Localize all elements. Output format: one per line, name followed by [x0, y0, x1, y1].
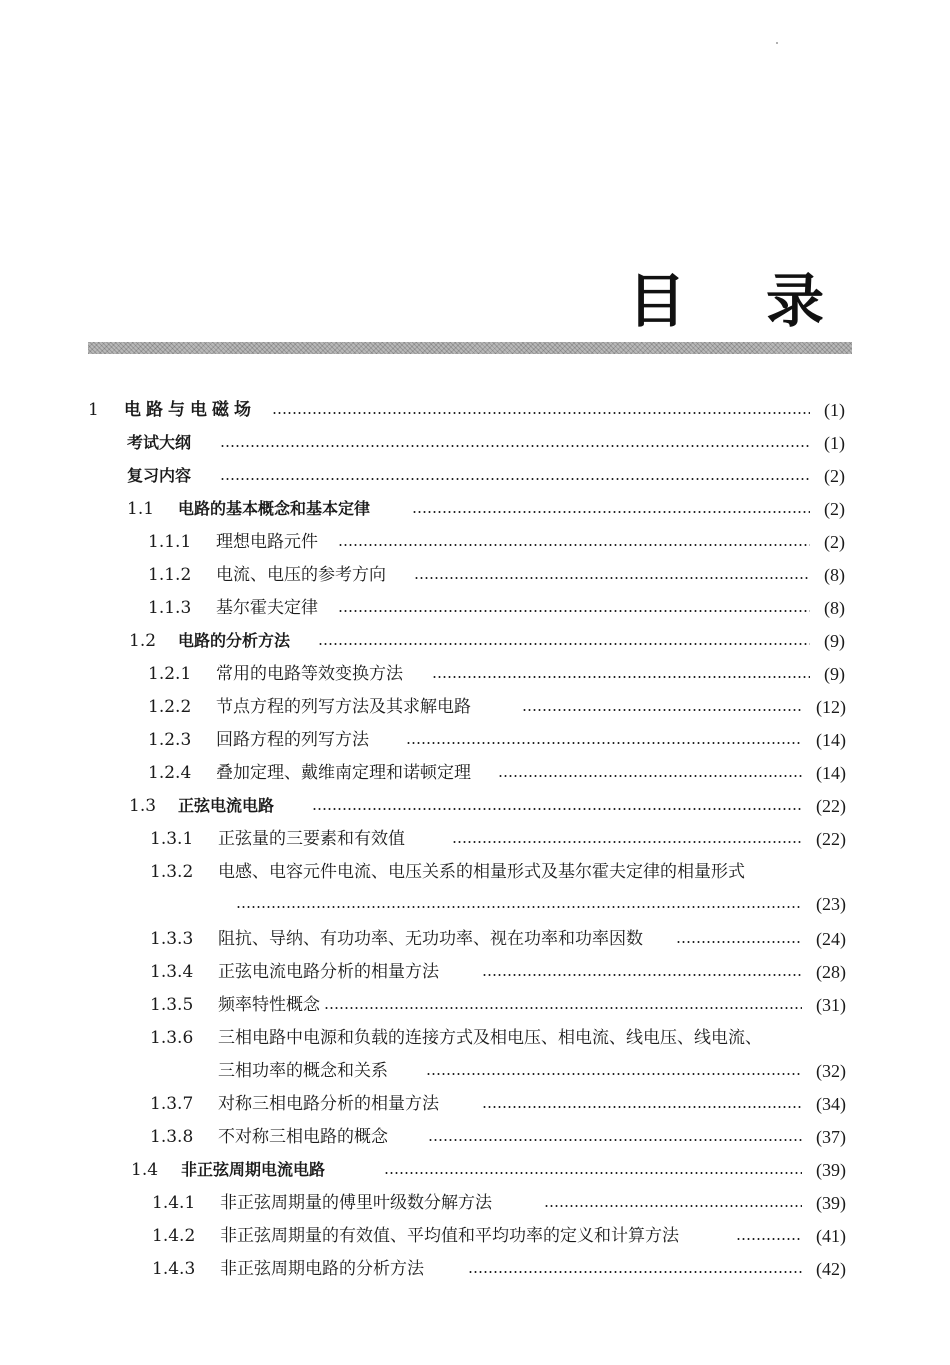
- entry-number: 1.4.2: [152, 1226, 196, 1246]
- entry-page: (23): [816, 894, 846, 914]
- dot-leader: [498, 775, 802, 777]
- entry-page: (32): [816, 1061, 846, 1081]
- entry-title: 阻抗、导纳、有功功率、无功功率、视在功率和功率因数: [218, 929, 643, 949]
- toc-entry-1-2-4[interactable]: [0, 759, 950, 787]
- entry-title: 电路与电磁场: [124, 400, 256, 420]
- toc-entry-1-1[interactable]: [0, 495, 950, 523]
- dot-leader: [428, 1139, 802, 1141]
- dot-leader: [426, 1073, 802, 1075]
- entry-title: 非正弦周期电流电路: [181, 1160, 326, 1179]
- dot-leader: [414, 577, 810, 579]
- entry-number: 1.3.8: [150, 1127, 194, 1147]
- entry-number: 1.3: [129, 796, 157, 816]
- toc-entry-1-4[interactable]: [0, 1156, 950, 1184]
- entry-page: (1): [824, 433, 845, 453]
- entry-number: 1.2.4: [148, 763, 192, 783]
- entry-number: 1.3.7: [150, 1094, 194, 1114]
- entry-title: 正弦量的三要素和有效值: [218, 829, 405, 849]
- dot-leader: [338, 544, 810, 546]
- entry-page: (31): [816, 995, 846, 1015]
- scan-speck: [776, 42, 778, 44]
- toc-entry-chapter-1[interactable]: [0, 396, 950, 424]
- toc-entry-1-3-4[interactable]: [0, 958, 950, 986]
- entry-page: (12): [816, 697, 846, 717]
- title-rule: [88, 342, 852, 354]
- dot-leader: [318, 643, 810, 645]
- toc-entry-1-3-3[interactable]: [0, 925, 950, 953]
- entry-number: 1.2.3: [148, 730, 192, 750]
- entry-title: 基尔霍夫定律: [216, 598, 318, 618]
- dot-leader: [236, 906, 802, 908]
- entry-number: 1.3.6: [150, 1028, 194, 1048]
- entry-page: (22): [816, 829, 846, 849]
- toc-entry-1-2-2[interactable]: [0, 693, 950, 721]
- dot-leader: [432, 676, 810, 678]
- entry-page: (8): [824, 565, 845, 585]
- entry-title: 非正弦周期电路的分析方法: [220, 1259, 424, 1279]
- dot-leader: [544, 1205, 802, 1207]
- entry-page: (14): [816, 730, 846, 750]
- toc-entry-1-1-1[interactable]: [0, 528, 950, 556]
- entry-number: 1.2: [129, 631, 157, 651]
- entry-page: (9): [824, 631, 845, 651]
- entry-page: (28): [816, 962, 846, 982]
- entry-page: (39): [816, 1193, 846, 1213]
- entry-page: (39): [816, 1160, 846, 1180]
- toc-entry-1-3-8[interactable]: [0, 1123, 950, 1151]
- entry-page: (14): [816, 763, 846, 783]
- entry-title: 正弦电流电路: [178, 796, 275, 815]
- entry-number: 1.4: [131, 1160, 159, 1180]
- entry-title: 节点方程的列写方法及其求解电路: [216, 697, 471, 717]
- entry-page: (24): [816, 929, 846, 949]
- toc-entry-1-2-3[interactable]: [0, 726, 950, 754]
- entry-number: 1.1.1: [148, 532, 192, 552]
- entry-title: 电路的分析方法: [178, 631, 291, 650]
- entry-page: (37): [816, 1127, 846, 1147]
- toc-entry-1-3-5[interactable]: [0, 991, 950, 1019]
- entry-title: 理想电路元件: [216, 532, 318, 552]
- toc-entry-1-3-6[interactable]: [0, 1024, 950, 1052]
- entry-number: 1.2.2: [148, 697, 192, 717]
- dot-leader: [468, 1271, 802, 1273]
- dot-leader: [338, 610, 810, 612]
- toc-entry-1-2-1[interactable]: [0, 660, 950, 688]
- entry-title: 非正弦周期量的有效值、平均值和平均功率的定义和计算方法: [220, 1226, 679, 1246]
- entry-title: 考试大纲: [127, 433, 192, 452]
- dot-leader: [220, 445, 810, 447]
- toc-entry-1-3[interactable]: [0, 792, 950, 820]
- dot-leader: [220, 478, 810, 480]
- dot-leader: [482, 974, 802, 976]
- toc-entry-1-2[interactable]: [0, 627, 950, 655]
- entry-title: 电感、电容元件电流、电压关系的相量形式及基尔霍夫定律的相量形式: [218, 862, 745, 882]
- entry-number: 1: [88, 400, 99, 420]
- dot-leader: [452, 841, 802, 843]
- entry-title: 回路方程的列写方法: [216, 730, 369, 750]
- dot-leader: [482, 1106, 802, 1108]
- entry-title: 复习内容: [127, 466, 192, 485]
- entry-page: (34): [816, 1094, 846, 1114]
- entry-page: (41): [816, 1226, 846, 1246]
- toc-entry-1-3-2[interactable]: [0, 858, 950, 886]
- entry-title: 非正弦周期量的傅里叶级数分解方法: [220, 1193, 492, 1213]
- entry-page: (22): [816, 796, 846, 816]
- entry-number: 1.1.2: [148, 565, 192, 585]
- entry-number: 1.3.4: [150, 962, 194, 982]
- entry-page: (8): [824, 598, 845, 618]
- entry-number: 1.1.3: [148, 598, 192, 618]
- dot-leader: [312, 808, 802, 810]
- toc-entry-exam-outline[interactable]: [0, 429, 950, 457]
- entry-number: 1.4.1: [152, 1193, 196, 1213]
- toc-entry-1-3-7[interactable]: [0, 1090, 950, 1118]
- entry-title-continuation: 三相功率的概念和关系: [218, 1061, 388, 1081]
- entry-page: (9): [824, 664, 845, 684]
- page-title: 目 录: [627, 267, 854, 335]
- toc-entry-1-4-1[interactable]: [0, 1189, 950, 1217]
- entry-title: 正弦电流电路分析的相量方法: [218, 962, 439, 982]
- dot-leader: [412, 511, 810, 513]
- entry-title: 频率特性概念: [218, 995, 320, 1015]
- entry-number: 1.3.1: [150, 829, 194, 849]
- entry-number: 1.3.3: [150, 929, 194, 949]
- toc-entry-review-content[interactable]: [0, 462, 950, 490]
- toc-entry-1-1-3[interactable]: [0, 594, 950, 622]
- entry-page: (1): [824, 400, 845, 420]
- entry-title: 三相电路中电源和负载的连接方式及相电压、相电流、线电压、线电流、: [218, 1028, 762, 1048]
- entry-number: 1.1: [127, 499, 155, 519]
- entry-title: 电流、电压的参考方向: [216, 565, 386, 585]
- dot-leader: [736, 1238, 802, 1240]
- dot-leader: [384, 1172, 802, 1174]
- toc-entry-1-3-1[interactable]: [0, 825, 950, 853]
- entry-number: 1.4.3: [152, 1259, 196, 1279]
- entry-page: (2): [824, 532, 845, 552]
- entry-title: 叠加定理、戴维南定理和诺顿定理: [216, 763, 471, 783]
- toc-entry-1-4-2[interactable]: [0, 1222, 950, 1250]
- dot-leader: [272, 412, 810, 414]
- entry-title: 不对称三相电路的概念: [218, 1127, 388, 1147]
- entry-number: 1.2.1: [148, 664, 192, 684]
- entry-number: 1.3.2: [150, 862, 194, 882]
- entry-page: (2): [824, 466, 845, 486]
- entry-number: 1.3.5: [150, 995, 194, 1015]
- entry-title: 电路的基本概念和基本定律: [178, 499, 371, 518]
- entry-title: 对称三相电路分析的相量方法: [218, 1094, 439, 1114]
- entry-page: (2): [824, 499, 845, 519]
- toc-entry-1-3-2-continuation[interactable]: [0, 890, 950, 918]
- dot-leader: [676, 941, 802, 943]
- dot-leader: [324, 1007, 802, 1009]
- entry-title: 常用的电路等效变换方法: [216, 664, 403, 684]
- entry-page: (42): [816, 1259, 846, 1279]
- toc-entry-1-1-2[interactable]: [0, 561, 950, 589]
- toc-entry-1-3-6-continuation[interactable]: [0, 1057, 950, 1085]
- dot-leader: [406, 742, 802, 744]
- toc-entry-1-4-3[interactable]: [0, 1255, 950, 1283]
- dot-leader: [522, 709, 802, 711]
